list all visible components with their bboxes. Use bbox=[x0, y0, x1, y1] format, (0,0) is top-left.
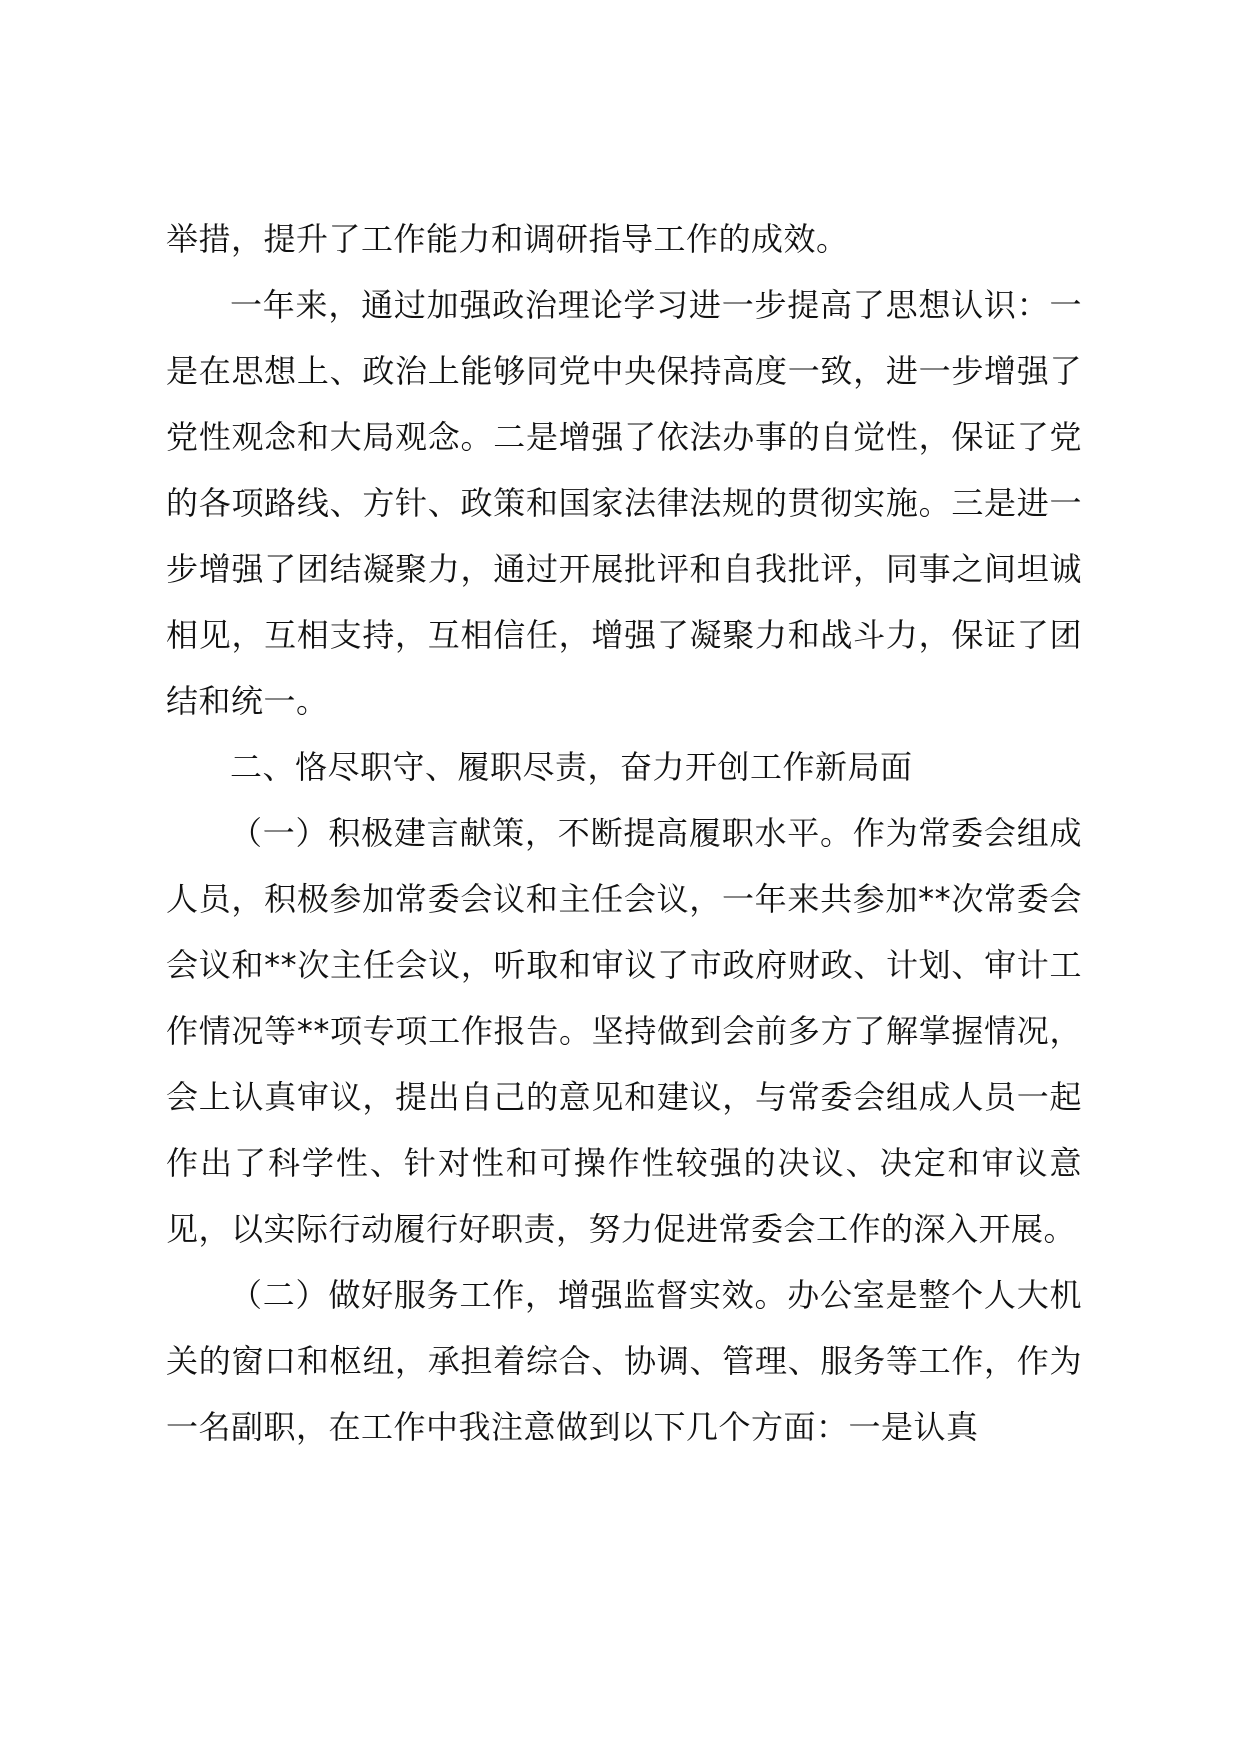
paragraph-continuation: 举措，提升了工作能力和调研指导工作的成效。 bbox=[166, 220, 849, 258]
paragraph-political-study: 一年来，通过加强政治理论学习进一步提高了思想认识：一是在思想上、政治上能够同党中央保持高度一致，进一步增强了党性观念和大局观念。二是增强了依法办事的自觉性，保证了党的各项路线、方针、政策和国家法律法规的贯彻实施。三是进一步增强了团结凝聚力，通过开展批评和自我批评，同事之间坦诚相见，互相支持，互相信任，增强了凝聚力和战斗力，保证了团结和统一。 bbox=[166, 286, 1082, 720]
paragraph-subsection-two: （二）做好服务工作，增强监督实效。办公室是整个人大机关的窗口和枢纽，承担着综合、协调、管理、服务等工作，作为一名副职，在工作中我注意做到以下几个方面：一是认真 bbox=[166, 1276, 1082, 1446]
paragraph-subsection-one: （一）积极建言献策，不断提高履职水平。作为常委会组成人员，积极参加常委会议和主任会议，一年来共参加**次常委会会议和**次主任会议，听取和审议了市政府财政、计划、审计工作情况等**项专项工作报告。坚持做到会前多方了解掌握情况，会上认真审议，提出自己的意见和建议，与常委会组成人员一起作出了科学性、针对性和可操作性较强的决议、决定和审议意见，以实际行动履行好职责，努力促进常委会工作的深入开展。 bbox=[166, 814, 1082, 1248]
document-body bbox=[166, 206, 1082, 1460]
section-heading-two: 二、恪尽职守、履职尽责，奋力开创工作新局面 bbox=[230, 748, 913, 786]
